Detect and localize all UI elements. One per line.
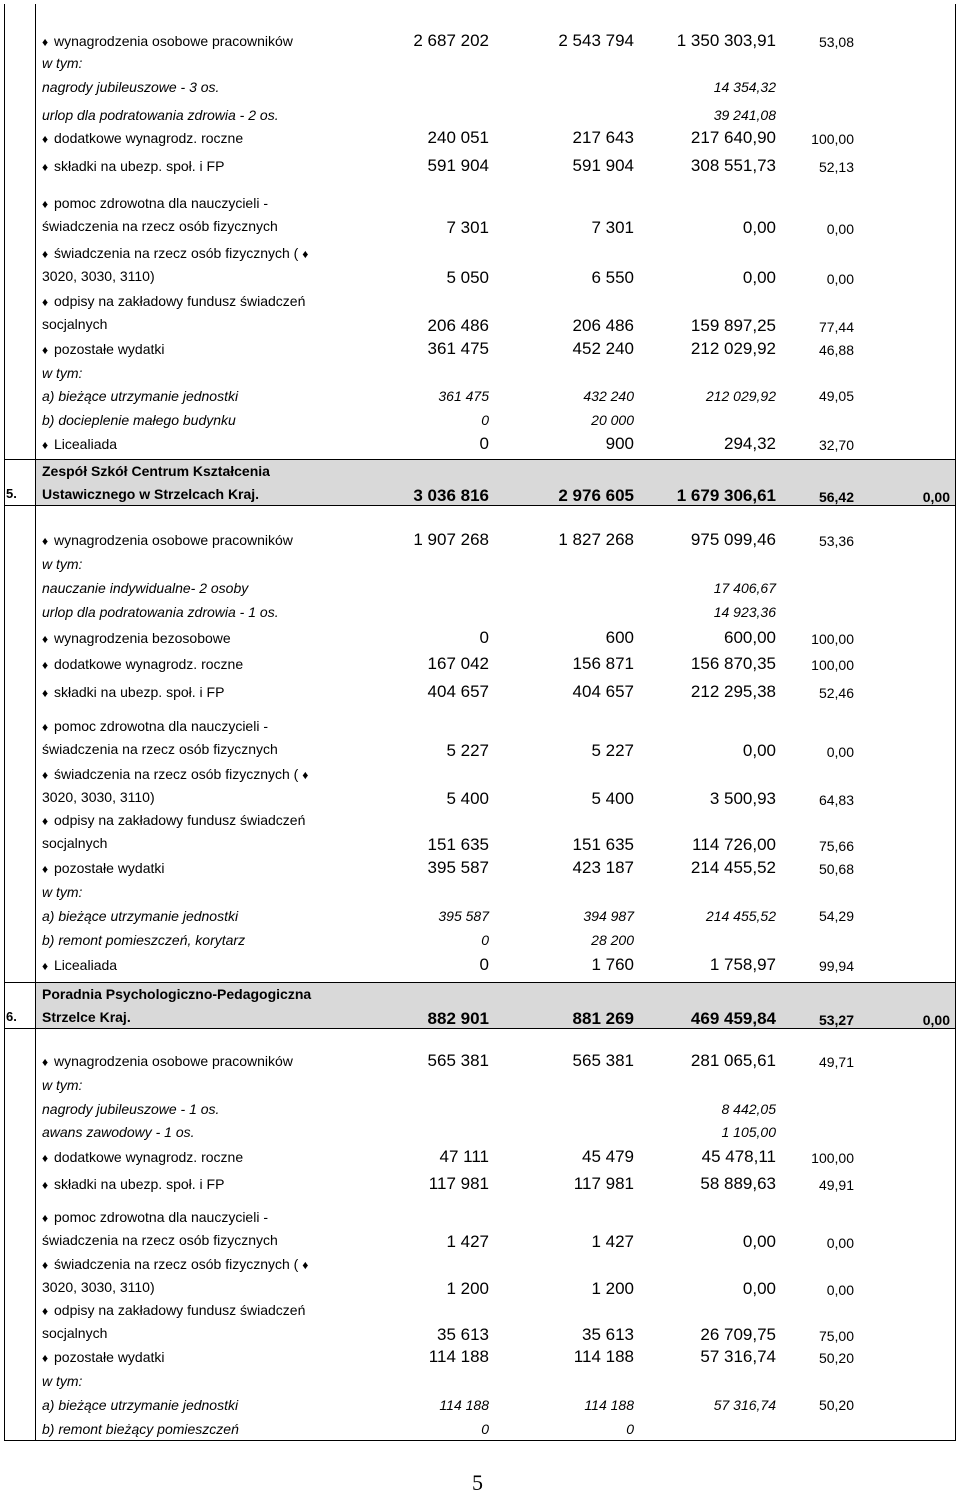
cell-plan-after-changes: 20 000 — [591, 412, 634, 428]
row-label — [42, 987, 311, 1001]
diamond-bullet-icon: ♦ — [302, 1258, 309, 1272]
diamond-bullet-icon: ♦ — [302, 247, 309, 261]
diamond-bullet-icon: ♦ — [42, 295, 49, 309]
row-label-text: wynagrodzenia bezosobowe — [54, 630, 231, 646]
row-label-text: w tym: — [42, 1373, 83, 1389]
cell-execution: 214 455,52 — [690, 858, 776, 877]
cell-execution: 0,00 — [742, 218, 776, 237]
row-label — [42, 366, 82, 380]
cell-plan: 0 — [481, 412, 489, 428]
cell-execution: 1 758,97 — [709, 955, 776, 974]
diamond-bullet-icon: ♦ — [42, 160, 49, 174]
row-label — [42, 909, 238, 923]
cell-percent: 100,00 — [811, 657, 854, 673]
row-label — [42, 657, 243, 671]
cell-percent: 0,00 — [826, 221, 854, 237]
cell-plan-after-changes: 1 760 — [591, 955, 634, 974]
row-label — [42, 464, 270, 478]
cell-percent: 0,00 — [826, 271, 854, 287]
row-label-text: Zespół Szkół Centrum Kształcenia — [42, 463, 270, 479]
row-lp-number: 6. — [6, 1009, 17, 1024]
cell-plan-after-changes: 114 188 — [584, 1397, 634, 1413]
row-label-line2: świadczenia na rzecz osób fizycznych — [42, 218, 278, 234]
row-label-text: świadczenia na rzecz osób fizycznych ( — [54, 245, 299, 261]
row-label-text: pomoc zdrowotna dla nauczycieli - — [54, 718, 268, 734]
diamond-bullet-icon: ♦ — [42, 132, 49, 146]
cell-percent: 75,66 — [818, 838, 854, 854]
cell-plan: 5 050 — [446, 268, 489, 287]
cell-execution: 39 241,08 — [713, 107, 776, 123]
cell-plan: 395 587 — [427, 858, 489, 877]
row-label-text: w tym: — [42, 884, 83, 900]
row-label — [42, 1125, 195, 1139]
row-label-text: urlop dla podratowania zdrowia - 1 os. — [42, 604, 279, 620]
cell-execution: 26 709,75 — [700, 1325, 776, 1344]
row-label — [42, 413, 236, 427]
cell-percent: 54,29 — [818, 908, 854, 924]
page-number: 5 — [472, 1470, 483, 1495]
cell-plan-after-changes: 404 657 — [572, 682, 634, 701]
cell-plan-after-changes: 35 613 — [582, 1325, 634, 1344]
cell-plan: 5 400 — [446, 789, 489, 808]
row-label-text: dodatkowe wynagrodz. roczne — [54, 656, 244, 672]
cell-plan: 565 381 — [427, 1051, 489, 1070]
row-label-text: b) remont pomieszczeń, korytarz — [42, 932, 246, 948]
cell-plan-after-changes: 5 400 — [591, 789, 634, 808]
diamond-bullet-icon: ♦ — [42, 343, 49, 357]
row-label-text: odpisy na zakładowy fundusz świadczeń — [54, 812, 306, 828]
row-label-text: świadczenia na rzecz osób fizycznych ( — [54, 1256, 299, 1272]
diamond-bullet-icon: ♦ — [42, 1351, 49, 1365]
cell-plan: 5 227 — [446, 741, 489, 760]
section-5-bottom-line — [4, 505, 956, 506]
cell-plan: 3 036 816 — [413, 486, 489, 505]
cell-plan: 114 188 — [439, 1397, 489, 1413]
cell-percent: 77,44 — [818, 319, 854, 335]
row-lp-number: 5. — [6, 486, 17, 501]
cell-plan: 117 981 — [428, 1174, 489, 1193]
row-label-text: świadczenia na rzecz osób fizycznych ( — [54, 766, 299, 782]
diamond-bullet-icon: ♦ — [42, 720, 49, 734]
cell-execution: 281 065,61 — [690, 1051, 776, 1070]
row-label-text: odpisy na zakładowy fundusz świadczeń — [54, 1302, 306, 1318]
row-label-text: odpisy na zakładowy fundusz świadczeń — [54, 293, 306, 309]
cell-plan-after-changes: 394 987 — [583, 908, 634, 924]
cell-percent: 0,00 — [826, 1282, 854, 1298]
diamond-bullet-icon: ♦ — [42, 197, 49, 211]
row-label-line2: świadczenia na rzecz osób fizycznych — [42, 741, 278, 757]
cell-percent: 50,20 — [818, 1350, 854, 1366]
cell-plan: 206 486 — [427, 316, 489, 335]
row-label — [42, 719, 268, 733]
row-label-text: a) bieżące utrzymanie jednostki — [42, 1397, 239, 1413]
cell-plan-after-changes: 1 427 — [591, 1232, 634, 1251]
cell-execution: 1 105,00 — [721, 1124, 776, 1140]
cell-percent: 53,08 — [818, 34, 854, 50]
cell-plan-after-changes: 45 479 — [582, 1147, 634, 1166]
cell-execution: 1 350 303,91 — [676, 31, 776, 50]
cell-execution: 14 923,36 — [713, 604, 776, 620]
cell-plan-after-changes: 151 635 — [572, 835, 634, 854]
cell-execution: 0,00 — [742, 1232, 776, 1251]
row-label-text: pozostałe wydatki — [54, 341, 165, 357]
cell-percent: 0,00 — [826, 1235, 854, 1251]
lp-column-border — [35, 4, 36, 1441]
cell-plan-after-changes: 900 — [605, 434, 634, 453]
cell-percent: 53,36 — [818, 533, 854, 549]
cell-extra: 0,00 — [922, 1012, 950, 1028]
row-label — [42, 685, 224, 699]
cell-plan-after-changes: 217 643 — [572, 128, 634, 147]
row-label — [42, 246, 314, 260]
cell-plan: 240 051 — [427, 128, 489, 147]
cell-plan: 0 — [479, 434, 489, 453]
row-label-line2: świadczenia na rzecz osób fizycznych — [42, 1232, 278, 1248]
cell-percent: 50,20 — [818, 1397, 854, 1413]
diamond-bullet-icon: ♦ — [42, 1178, 49, 1192]
row-label — [42, 1257, 314, 1271]
table-right-border — [955, 4, 956, 1441]
cell-plan-after-changes: 7 301 — [591, 218, 634, 237]
cell-execution: 212 295,38 — [690, 682, 776, 701]
diamond-bullet-icon: ♦ — [302, 768, 309, 782]
row-label — [42, 1150, 243, 1164]
table-left-border — [4, 4, 5, 1441]
cell-execution: 14 354,32 — [713, 79, 776, 95]
row-label — [42, 1422, 239, 1436]
cell-plan-after-changes: 2 543 794 — [558, 31, 634, 50]
cell-execution: 217 640,90 — [690, 128, 776, 147]
cell-plan: 114 188 — [428, 1347, 489, 1366]
cell-plan-after-changes: 156 871 — [572, 654, 634, 673]
cell-plan-after-changes: 117 981 — [573, 1174, 634, 1193]
cell-execution: 214 455,52 — [705, 908, 776, 924]
cell-percent: 52,13 — [818, 159, 854, 175]
cell-plan: 1 427 — [446, 1232, 489, 1251]
row-label — [42, 389, 238, 403]
cell-execution: 294,32 — [724, 434, 776, 453]
cell-plan-after-changes: 1 200 — [591, 1279, 634, 1298]
diamond-bullet-icon: ♦ — [42, 686, 49, 700]
row-label — [42, 1398, 238, 1412]
diamond-bullet-icon: ♦ — [42, 35, 49, 49]
row-label-text: nagrody jubileuszowe - 1 os. — [42, 1101, 220, 1117]
diamond-bullet-icon: ♦ — [42, 1304, 49, 1318]
row-label — [42, 813, 305, 827]
cell-execution: 57 316,74 — [700, 1347, 776, 1366]
row-label — [42, 1054, 293, 1068]
cell-percent: 49,05 — [818, 388, 854, 404]
row-label — [42, 1350, 165, 1364]
cell-plan-after-changes: 2 976 605 — [558, 486, 634, 505]
table-bottom-line — [4, 1440, 956, 1441]
cell-percent: 50,68 — [818, 861, 854, 877]
row-label-text: składki na ubezp. społ. i FP — [54, 158, 225, 174]
cell-percent: 53,27 — [818, 1012, 854, 1028]
section-6-bottom-line — [4, 1028, 956, 1029]
cell-percent: 49,71 — [818, 1054, 854, 1070]
cell-execution: 469 459,84 — [690, 1009, 776, 1028]
row-label — [42, 1210, 268, 1224]
cell-plan-after-changes: 206 486 — [572, 316, 634, 335]
row-label-text: pomoc zdrowotna dla nauczycieli - — [54, 1209, 268, 1225]
row-label-text: w tym: — [42, 556, 83, 572]
cell-plan-after-changes: 6 550 — [591, 268, 634, 287]
cell-plan: 2 687 202 — [413, 31, 489, 50]
cell-plan: 0 — [481, 932, 489, 948]
row-label-text: nagrody jubileuszowe - 3 os. — [42, 79, 220, 95]
row-label-text: pozostałe wydatki — [54, 860, 165, 876]
diamond-bullet-icon: ♦ — [42, 959, 49, 973]
diamond-bullet-icon: ♦ — [42, 862, 49, 876]
row-label-text: wynagrodzenia osobowe pracowników — [54, 33, 293, 49]
row-label-text: nauczanie indywidualne- 2 osoby — [42, 580, 249, 596]
cell-plan: 1 200 — [446, 1279, 489, 1298]
cell-percent: 56,42 — [818, 489, 854, 505]
row-label-text: Poradnia Psychologiczno-Pedagogiczna — [42, 986, 312, 1002]
row-label — [42, 1303, 305, 1317]
row-label-line2: socjalnych — [42, 1325, 108, 1341]
row-label-line2: Ustawicznego w Strzelcach Kraj. — [42, 486, 260, 502]
cell-plan: 404 657 — [427, 682, 489, 701]
cell-execution: 3 500,93 — [709, 789, 776, 808]
row-label — [42, 34, 293, 48]
cell-plan: 591 904 — [427, 156, 489, 175]
row-label — [42, 108, 279, 122]
diamond-bullet-icon: ♦ — [42, 1151, 49, 1165]
cell-plan: 35 613 — [437, 1325, 489, 1344]
cell-extra: 0,00 — [922, 489, 950, 505]
diamond-bullet-icon: ♦ — [42, 1258, 49, 1272]
cell-percent: 99,94 — [818, 958, 854, 974]
row-label — [42, 1374, 82, 1388]
cell-plan-after-changes: 591 904 — [572, 156, 634, 175]
cell-plan: 361 475 — [427, 339, 489, 358]
row-label — [42, 933, 245, 947]
row-label-text: w tym: — [42, 1077, 83, 1093]
row-label — [42, 80, 219, 94]
row-label — [42, 1102, 219, 1116]
cell-execution: 212 029,92 — [705, 388, 776, 404]
cell-execution: 0,00 — [742, 268, 776, 287]
row-label-text: pomoc zdrowotna dla nauczycieli - — [54, 195, 268, 211]
diamond-bullet-icon: ♦ — [42, 247, 49, 261]
cell-execution: 0,00 — [742, 1279, 776, 1298]
cell-plan-after-changes: 452 240 — [572, 339, 634, 358]
diamond-bullet-icon: ♦ — [42, 814, 49, 828]
row-label-text: pozostałe wydatki — [54, 1349, 165, 1365]
row-label-text: w tym: — [42, 55, 83, 71]
row-label-line2: socjalnych — [42, 835, 108, 851]
diamond-bullet-icon: ♦ — [42, 1211, 49, 1225]
cell-execution: 600,00 — [724, 628, 776, 647]
cell-execution: 57 316,74 — [713, 1397, 776, 1413]
row-label-text: Licealiada — [54, 957, 118, 973]
row-label — [42, 159, 224, 173]
cell-plan: 167 042 — [427, 654, 489, 673]
section-5-top-line — [4, 459, 956, 460]
row-label-text: Licealiada — [54, 436, 118, 452]
row-label — [42, 581, 248, 595]
cell-percent: 49,91 — [818, 1177, 854, 1193]
row-label — [42, 1177, 224, 1191]
row-label-text: a) bieżące utrzymanie jednostki — [42, 388, 239, 404]
row-label — [42, 342, 165, 356]
diamond-bullet-icon: ♦ — [42, 768, 49, 782]
cell-plan-after-changes: 432 240 — [583, 388, 634, 404]
row-label — [42, 1078, 82, 1092]
cell-plan: 361 475 — [438, 388, 489, 404]
diamond-bullet-icon: ♦ — [42, 658, 49, 672]
cell-plan: 7 301 — [446, 218, 489, 237]
cell-execution: 0,00 — [742, 741, 776, 760]
cell-plan-after-changes: 600 — [605, 628, 634, 647]
cell-percent: 0,00 — [826, 744, 854, 760]
cell-plan: 395 587 — [438, 908, 489, 924]
row-label — [42, 605, 279, 619]
cell-plan-after-changes: 881 269 — [572, 1009, 634, 1028]
diamond-bullet-icon: ♦ — [42, 534, 49, 548]
cell-plan: 1 907 268 — [413, 530, 489, 549]
cell-percent: 75,00 — [818, 1328, 854, 1344]
diamond-bullet-icon: ♦ — [42, 1055, 49, 1069]
cell-plan: 0 — [479, 628, 489, 647]
cell-execution: 308 551,73 — [690, 156, 776, 175]
cell-plan-after-changes: 0 — [626, 1421, 634, 1437]
cell-plan: 0 — [481, 1421, 489, 1437]
cell-execution: 17 406,67 — [713, 580, 776, 596]
diamond-bullet-icon: ♦ — [42, 438, 49, 452]
row-label — [42, 131, 243, 145]
cell-execution: 58 889,63 — [700, 1174, 776, 1193]
row-label-line2: socjalnych — [42, 316, 108, 332]
row-label-text: wynagrodzenia osobowe pracowników — [54, 532, 293, 548]
cell-execution: 156 870,35 — [690, 654, 776, 673]
row-label-text: b) remont bieżący pomieszczeń — [42, 1421, 239, 1437]
cell-plan: 0 — [479, 955, 489, 974]
cell-percent: 100,00 — [811, 631, 854, 647]
row-label — [42, 885, 82, 899]
cell-plan: 882 901 — [427, 1009, 489, 1028]
cell-plan: 47 111 — [439, 1147, 489, 1166]
cell-percent: 100,00 — [811, 131, 854, 147]
cell-plan-after-changes: 565 381 — [572, 1051, 634, 1070]
row-label-text: urlop dla podratowania zdrowia - 2 os. — [42, 107, 279, 123]
row-label-text: składki na ubezp. społ. i FP — [54, 684, 225, 700]
cell-plan-after-changes: 5 227 — [591, 741, 634, 760]
row-label — [42, 767, 314, 781]
row-label-line2: Strzelce Kraj. — [42, 1009, 131, 1025]
row-label — [42, 533, 293, 547]
cell-execution: 8 442,05 — [721, 1101, 776, 1117]
row-label — [42, 294, 305, 308]
cell-percent: 100,00 — [811, 1150, 854, 1166]
cell-percent: 46,88 — [818, 342, 854, 358]
row-label-text: a) bieżące utrzymanie jednostki — [42, 908, 239, 924]
cell-percent: 52,46 — [818, 685, 854, 701]
row-label-line2: 3020, 3030, 3110) — [42, 1279, 155, 1295]
row-label-text: dodatkowe wynagrodz. roczne — [54, 1149, 244, 1165]
row-label — [42, 861, 165, 875]
row-label — [42, 56, 82, 70]
cell-plan-after-changes: 28 200 — [591, 932, 634, 948]
section-6-top-line — [4, 982, 956, 983]
row-label-text: awans zawodowy - 1 os. — [42, 1124, 195, 1140]
cell-plan-after-changes: 423 187 — [572, 858, 634, 877]
cell-plan-after-changes: 1 827 268 — [558, 530, 634, 549]
cell-plan-after-changes: 114 188 — [573, 1347, 634, 1366]
row-label-text: b) docieplenie małego budynku — [42, 412, 236, 428]
cell-execution: 975 099,46 — [690, 530, 776, 549]
cell-percent: 32,70 — [818, 437, 854, 453]
row-label-text: w tym: — [42, 365, 83, 381]
cell-plan: 151 635 — [427, 835, 489, 854]
cell-execution: 159 897,25 — [690, 316, 776, 335]
row-label-line2: 3020, 3030, 3110) — [42, 789, 155, 805]
cell-execution: 114 726,00 — [692, 835, 776, 854]
cell-execution: 212 029,92 — [690, 339, 776, 358]
row-label — [42, 557, 82, 571]
row-label — [42, 196, 268, 210]
row-label — [42, 958, 117, 972]
cell-execution: 45 478,11 — [701, 1147, 776, 1166]
diamond-bullet-icon: ♦ — [42, 632, 49, 646]
cell-execution: 1 679 306,61 — [676, 486, 776, 505]
row-label — [42, 631, 231, 645]
row-label-text: składki na ubezp. społ. i FP — [54, 1176, 225, 1192]
row-label-line2: 3020, 3030, 3110) — [42, 268, 155, 284]
row-label — [42, 437, 117, 451]
row-label-text: dodatkowe wynagrodz. roczne — [54, 130, 244, 146]
row-label-text: wynagrodzenia osobowe pracowników — [54, 1053, 293, 1069]
cell-percent: 64,83 — [818, 792, 854, 808]
